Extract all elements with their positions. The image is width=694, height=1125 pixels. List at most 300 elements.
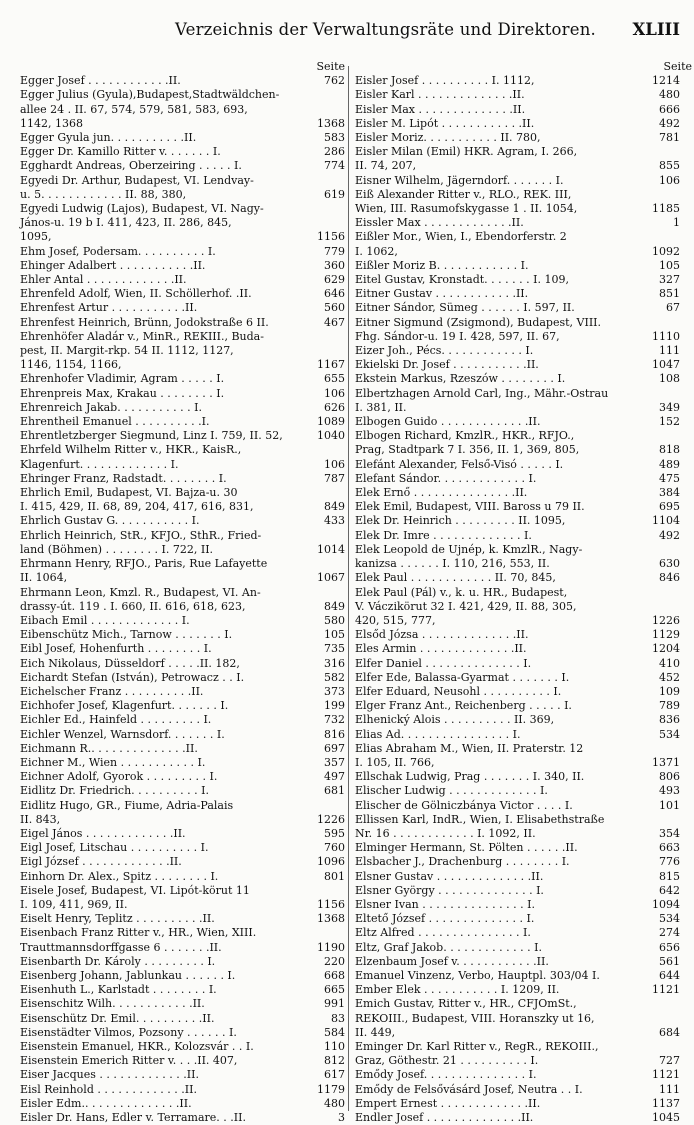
entry-page-number: 560 — [324, 301, 345, 315]
entry-page-number: 583 — [324, 131, 345, 144]
entry-text: Ehinger Adalbert . . . . . . . . . . .II. — [20, 258, 206, 272]
entry-page-number: 1014 — [317, 542, 345, 556]
index-entry — [355, 543, 680, 571]
entry-text: Ehrenpreis Max, Krakau . . . . . . . . I. — [20, 386, 225, 400]
entry-page-number: 617 — [324, 1068, 345, 1082]
entry-text: Elbogen Guido . . . . . . . . . . . . .II. — [355, 415, 541, 429]
index-entry — [20, 88, 345, 131]
entry-text: Ehrenfest Heinrich, Brünn, Jodokstraße 6 II. — [20, 315, 269, 329]
entry-page-number: 1204 — [652, 642, 680, 656]
entry-text: Eisenstein Emerich Ritter v. . . .II. 407, — [20, 1054, 238, 1068]
entry-page-number: 668 — [324, 968, 345, 982]
column-head-seite: Seite — [316, 60, 345, 73]
entry-text: Emich Gustav, Ritter v., HR., CFJOmSt., REKOIII., Budapest, VIII. Horanszky ut 16, II. 449, — [355, 997, 595, 1039]
index-entry — [20, 145, 345, 159]
entry-page-number: 1089 — [317, 415, 345, 429]
entry-page-number: 1121 — [652, 983, 680, 997]
entry-text: Ehrentheil Emanuel . . . . . . . . . .I. — [20, 415, 210, 429]
index-entry — [355, 855, 680, 869]
entry-text: Eisele Josef, Budapest, VI. Lipót-körut 11 I. 109, 411, 969, II. — [20, 883, 250, 911]
entry-page-number: 433 — [324, 514, 345, 528]
index-entry — [355, 188, 680, 216]
entry-text: Elischer Ludwig . . . . . . . . . . . . . I. — [355, 784, 548, 798]
page-header — [0, 20, 694, 44]
entry-page-number: 480 — [659, 88, 680, 102]
index-entry — [355, 742, 680, 770]
entry-page-number: 1067 — [317, 571, 345, 585]
entry-text: Ekielski Dr. Josef . . . . . . . . . . .II. — [355, 358, 539, 372]
entry-text: Endler Josef . . . . . . . . . . . . . .II. — [355, 1111, 534, 1125]
entry-text: Eibl Josef, Hohenfurth . . . . . . . . I. — [20, 642, 212, 656]
entry-text: Eisenbach Franz Ritter v., HR., Wien, XIII. Trauttmannsdorffgasse 6 . . . . . . .II. — [20, 926, 257, 954]
entry-text: Eigl Josef, Litschau . . . . . . . . . . I. — [20, 841, 209, 855]
entry-text: Eibenschütz Mich., Tarnow . . . . . . . I. — [20, 628, 233, 642]
entry-text: Eibach Emil . . . . . . . . . . . . . I. — [20, 613, 190, 627]
entry-page-number: 836 — [659, 713, 680, 727]
entry-page-number: 467 — [324, 315, 345, 329]
entry-page-number: 666 — [659, 102, 680, 116]
index-entry — [20, 855, 345, 869]
entry-text: Elsner Gustav . . . . . . . . . . . . . .II. — [355, 869, 544, 883]
entry-page-number: 109 — [659, 684, 680, 698]
entry-page-number: 655 — [324, 372, 345, 386]
entry-page-number: 354 — [659, 826, 680, 840]
right-column — [355, 60, 692, 1125]
entry-page-number: 626 — [324, 400, 345, 414]
entry-page-number: 816 — [324, 727, 345, 741]
entry-text: Eidlitz Hugo, GR., Fiume, Adria-Palais II. 843, — [20, 798, 234, 826]
index-entry — [355, 415, 680, 429]
entry-text: Eisler Karl . . . . . . . . . . . . . .II. — [355, 88, 525, 102]
entry-page-number: 199 — [324, 699, 345, 713]
entry-page-number: 776 — [659, 855, 680, 869]
entry-text: Elzenbaum Josef v. . . . . . . . . . . .II. — [355, 954, 549, 968]
entry-text: Ellschak Ludwig, Prag . . . . . . . I. 340, II. — [355, 770, 585, 784]
entry-text: Ehrenfest Artur . . . . . . . . . . .II. — [20, 301, 198, 315]
entry-page-number: 1368 — [317, 116, 345, 130]
index-entry — [355, 529, 680, 543]
entry-page-number: 106 — [659, 173, 680, 187]
entry-page-number: 492 — [659, 528, 680, 542]
entry-page-number: 760 — [324, 841, 345, 855]
entry-page-number: 849 — [324, 599, 345, 613]
entry-page-number: 1094 — [652, 897, 680, 911]
entry-text: Eitel Gustav, Kronstadt. . . . . . . I. 109, — [355, 273, 569, 287]
index-entry — [20, 259, 345, 273]
entry-page-number: 1092 — [652, 244, 680, 258]
entry-text: Eichler Ed., Hainfeld . . . . . . . . . I. — [20, 713, 212, 727]
index-entry — [355, 770, 680, 784]
entry-page-number: 1156 — [317, 897, 345, 911]
index-entry — [355, 955, 680, 969]
column-divider — [348, 66, 349, 1111]
entry-page-number: 580 — [324, 613, 345, 627]
index-entry — [20, 1068, 345, 1082]
entry-page-number: 851 — [659, 287, 680, 301]
entry-text: Ehringer Franz, Radstadt. . . . . . . . I. — [20, 471, 227, 485]
index-entry — [355, 472, 680, 486]
column-head-seite: Seite — [663, 60, 692, 73]
entry-page-number: 357 — [324, 755, 345, 769]
entry-text: Ember Elek . . . . . . . . . . . I. 1209, II. — [355, 983, 560, 997]
entry-text: Ehrmann Leon, Kmzl. R., Budapest, VI. An- drassy-út. 119 . I. 660, II. 616, 618, 623, — [20, 585, 261, 613]
entry-page-number: 327 — [659, 273, 680, 287]
entry-page-number: 697 — [324, 741, 345, 755]
index-entry — [20, 486, 345, 514]
entry-text: Eitner Gustav . . . . . . . . . . . .II. — [355, 287, 529, 301]
index-entry — [20, 415, 345, 429]
entry-page-number: 220 — [324, 954, 345, 968]
index-entry — [20, 202, 345, 245]
index-entry — [20, 74, 345, 88]
entry-page-number: 1121 — [652, 1068, 680, 1082]
index-entry — [355, 216, 680, 230]
entry-text: Elger Franz Ant., Reichenberg . . . . . I. — [355, 699, 572, 713]
index-entry — [355, 799, 680, 813]
entry-page-number: 630 — [659, 557, 680, 571]
index-entry — [355, 230, 680, 258]
index-entry — [20, 926, 345, 954]
entry-page-number: 152 — [659, 415, 680, 429]
entry-page-number: 781 — [659, 131, 680, 144]
entry-page-number: 534 — [659, 912, 680, 926]
entry-text: Emődy Josef. . . . . . . . . . . . . . . I. — [355, 1068, 537, 1082]
index-entry — [20, 642, 345, 656]
entry-page-number: 727 — [659, 1054, 680, 1068]
entry-page-number: 1045 — [652, 1111, 680, 1125]
index-entry — [355, 486, 680, 500]
entry-page-number: 475 — [659, 471, 680, 485]
index-entry — [355, 628, 680, 642]
entry-page-number: 410 — [659, 656, 680, 670]
entry-text: Eisenstein Emanuel, HKR., Kolozsvár . . I. — [20, 1040, 254, 1053]
entry-text: Elbogen Richard, KmzlR., HKR., RFJO., Prag, Stadtpark 7 I. 356, II. 1, 369, 805, — [355, 429, 580, 457]
entry-text: Egger Julius (Gyula),Budapest,Stadtwäldchen- allee 24 . II. 67, 574, 579, 581, 583, 693, 1142, 1368 — [20, 88, 280, 130]
entry-text: Eminger Dr. Karl Ritter v., RegR., REKOIII., Graz, Göthestr. 21 . . . . . . . . . . I. — [355, 1040, 599, 1068]
index-entry — [20, 273, 345, 287]
entry-text: Eichner Adolf, Gyorok . . . . . . . . . I. — [20, 770, 218, 784]
index-entry — [20, 443, 345, 471]
index-entry — [355, 784, 680, 798]
entry-text: Elek Leopold de Ujnép, k. KmzlR., Nagy- kanizsa . . . . . . I. 110, 216, 553, II. — [355, 542, 583, 571]
entry-page-number: 732 — [324, 713, 345, 727]
index-entry — [20, 586, 345, 614]
index-entry — [355, 287, 680, 301]
entry-page-number: 83 — [331, 1011, 345, 1025]
index-entry — [20, 174, 345, 202]
index-entry — [20, 1012, 345, 1026]
index-entry — [355, 344, 680, 358]
index-entry — [355, 1068, 680, 1082]
index-entry — [20, 245, 345, 259]
index-entry — [20, 372, 345, 386]
index-entry — [20, 841, 345, 855]
index-entry — [20, 1054, 345, 1068]
entry-page-number: 779 — [324, 244, 345, 258]
left-column — [20, 60, 345, 1125]
entry-page-number: 646 — [324, 287, 345, 301]
entry-text: Eichhofer Josef, Klagenfurt. . . . . . . I. — [20, 699, 229, 713]
index-entry — [355, 1040, 680, 1068]
entry-page-number: 3 — [338, 1111, 345, 1125]
index-entry — [355, 458, 680, 472]
entry-text: Eichardt Stefan (István), Petrowacz . . I. — [20, 670, 245, 684]
index-entry — [20, 1083, 345, 1097]
index-entry — [355, 387, 680, 415]
entry-page-number: 373 — [324, 684, 345, 698]
entry-text: Elischer de Gölniczbánya Victor . . . . I. — [355, 798, 573, 812]
entry-text: Ehrlich Emil, Budapest, VI. Bajza-u. 30 I. 415, 429, II. 68, 89, 204, 417, 616, 831, — [20, 486, 254, 514]
entry-text: Ekstein Markus, Rzeszów . . . . . . . . I. — [355, 372, 566, 386]
entry-page-number: 681 — [324, 784, 345, 798]
entry-page-number: 1368 — [317, 912, 345, 926]
entry-text: Eizer Joh., Pécs. . . . . . . . . . . . I. — [355, 344, 534, 358]
entry-text: Elefant Sándor. . . . . . . . . . . . . I. — [355, 471, 537, 485]
entry-text: Eisenschütz Dr. Emil. . . . . . . . . .II. — [20, 1011, 215, 1025]
index-entry — [355, 1097, 680, 1111]
index-entry — [20, 685, 345, 699]
index-entry — [20, 614, 345, 628]
entry-page-number: 595 — [324, 826, 345, 840]
index-entry — [20, 827, 345, 841]
index-entry — [355, 514, 680, 528]
index-entry — [355, 997, 680, 1040]
entry-text: Empert Ernest . . . . . . . . . . . . .II. — [355, 1096, 541, 1110]
index-entry — [355, 685, 680, 699]
entry-page-number: 1185 — [652, 202, 680, 216]
entry-text: Elsner Ivan . . . . . . . . . . . . . . . I. — [355, 897, 535, 911]
entry-page-number: 1104 — [652, 514, 680, 528]
entry-page-number: 629 — [324, 273, 345, 287]
entry-page-number: 1179 — [317, 1082, 345, 1096]
entry-page-number: 1 — [673, 216, 680, 230]
entry-page-number: 106 — [324, 386, 345, 400]
entry-text: Elek Dr. Imre . . . . . . . . . . . . . I. — [355, 528, 532, 542]
entry-page-number: 105 — [324, 628, 345, 642]
index-entry — [20, 330, 345, 373]
index-entry — [355, 926, 680, 940]
index-entry — [355, 117, 680, 131]
entry-text: Eitner Sigmund (Zsigmond), Budapest, VIII. Fhg. Sándor-u. 19 I. 428, 597, II. 67, — [355, 315, 602, 343]
entry-text: Eißler Mor., Wien, I., Ebendorferstr. 2 I. 1062, — [355, 230, 567, 258]
entry-page-number: 1047 — [652, 358, 680, 372]
entry-page-number: 642 — [659, 883, 680, 897]
index-entry — [355, 884, 680, 898]
entry-page-number: 806 — [659, 770, 680, 784]
index-entry — [355, 88, 680, 102]
index-entry — [355, 358, 680, 372]
entry-text: Eltz, Graf Jakob. . . . . . . . . . . . . I. — [355, 940, 542, 954]
entry-page-number: 111 — [659, 344, 680, 358]
entry-text: Eisenschitz Wilh. . . . . . . . . . . .II. — [20, 997, 205, 1011]
entry-page-number: 855 — [659, 159, 680, 173]
entry-page-number: 110 — [324, 1040, 345, 1053]
index-entry — [355, 74, 680, 88]
index-entry — [20, 401, 345, 415]
index-entry — [20, 1097, 345, 1111]
index-entry — [20, 287, 345, 301]
entry-page-number: 1129 — [652, 628, 680, 642]
entry-page-number: 384 — [659, 486, 680, 500]
entry-text: Elek Ernő . . . . . . . . . . . . . . .II. — [355, 486, 528, 500]
entry-text: Eiß Alexander Ritter v., RLO., REK. III, Wien, III. Rasumofskygasse 1 . II. 1054, — [355, 187, 578, 216]
entry-text: Eisler Max . . . . . . . . . . . . . .II. — [355, 102, 526, 116]
entry-page-number: 452 — [659, 670, 680, 684]
entry-text: Eichelscher Franz . . . . . . . . . .II. — [20, 684, 204, 698]
index-entry — [355, 131, 680, 145]
entry-text: Ehrenhöfer Aladár v., MinR., REKIII., Buda- pest, II. Margit-rkp. 54 II. 1112, 1127, 1146, 1154, 1166, — [20, 329, 264, 372]
index-entry — [20, 884, 345, 912]
index-entry — [355, 1111, 680, 1125]
entry-page-number: 1190 — [317, 940, 345, 954]
entry-page-number: 1167 — [317, 358, 345, 372]
entry-text: Eisenhuth L., Karlstadt . . . . . . . . I. — [20, 983, 217, 997]
entry-text: Ehrenreich Jakab. . . . . . . . . . . I. — [20, 400, 202, 414]
entry-text: Egger Josef . . . . . . . . . . . .II. — [20, 74, 181, 88]
index-entry — [355, 969, 680, 983]
entry-page-number: 665 — [324, 983, 345, 997]
entry-text: Elias Ad. . . . . . . . . . . . . . . . I. — [355, 727, 521, 741]
entry-page-number: 789 — [659, 699, 680, 713]
entry-page-number: 101 — [659, 798, 680, 812]
entry-page-number: 619 — [324, 187, 345, 201]
entry-page-number: 774 — [324, 159, 345, 173]
index-entry — [20, 671, 345, 685]
index-entry — [355, 912, 680, 926]
index-entry — [355, 372, 680, 386]
index-entry — [20, 657, 345, 671]
index-entry — [20, 983, 345, 997]
entry-text: Ehm Josef, Podersam. . . . . . . . . . I. — [20, 244, 216, 258]
entry-page-number: 815 — [659, 869, 680, 883]
entry-text: Eichner M., Wien . . . . . . . . . . . I. — [20, 755, 206, 769]
entry-text: Elefánt Alexander, Felső-Visó . . . . . I. — [355, 457, 564, 471]
entry-page-number: 67 — [666, 301, 680, 315]
entry-page-number: 493 — [659, 784, 680, 798]
entry-page-number: 489 — [659, 457, 680, 471]
index-entry — [355, 174, 680, 188]
entry-page-number: 582 — [324, 670, 345, 684]
entry-text: Ehrenhofer Vladimir, Agram . . . . . I. — [20, 372, 225, 386]
entry-text: Eisler Milan (Emil) HKR. Agram, I. 266, II. 74, 207, — [355, 145, 578, 173]
index-entry — [355, 145, 680, 173]
entry-page-number: 1137 — [652, 1096, 680, 1110]
entry-text: Eiselt Henry, Teplitz . . . . . . . . . .II. — [20, 912, 215, 926]
index-entry — [355, 699, 680, 713]
entry-page-number: 1096 — [317, 855, 345, 869]
entry-text: Eisenberg Johann, Jablunkau . . . . . . I. — [20, 968, 236, 982]
entry-text: Emődy de Felsővásárd Josef, Neutra . . I. — [355, 1082, 583, 1096]
entry-text: Elek Emil, Budapest, VIII. Baross u 79 II. — [355, 500, 585, 514]
entry-page-number: 1156 — [317, 230, 345, 244]
entry-text: Elias Abraham M., Wien, II. Praterstr. 12 I. 105, II. 766, — [355, 741, 584, 769]
entry-text: Eissler Max . . . . . . . . . . . . .II. — [355, 216, 524, 230]
entry-text: Eich Nikolaus, Düsseldorf . . . . .II. 182, — [20, 656, 240, 670]
entry-text: Ehrlich Gustav G. . . . . . . . . . . I. — [20, 514, 200, 528]
page-title: Verzeichnis der Verwaltungsräte und Direktoren. — [175, 20, 597, 39]
index-entry — [20, 472, 345, 486]
entry-text: Ehrentletzberger Siegmund, Linz I. 759, II. 52, — [20, 429, 283, 443]
entry-text: Elfer Ede, Balassa-Gyarmat . . . . . . . I. — [355, 670, 570, 684]
entry-text: Elsbacher J., Drachenburg . . . . . . . . I. — [355, 855, 570, 869]
entry-text: Eles Armin . . . . . . . . . . . . . .II. — [355, 642, 527, 656]
entry-text: Eigel János . . . . . . . . . . . . .II. — [20, 826, 186, 840]
index-entry — [355, 642, 680, 656]
entry-page-number: 274 — [659, 926, 680, 940]
index-entry — [20, 728, 345, 742]
index-entry — [355, 898, 680, 912]
index-entry — [20, 770, 345, 784]
entry-text: Eißler Moriz B. . . . . . . . . . . . I. — [355, 258, 529, 272]
entry-text: Elsőd Józsa . . . . . . . . . . . . . .II. — [355, 628, 529, 642]
entry-text: Eisl Reinhold . . . . . . . . . . . . .II. — [20, 1082, 197, 1096]
index-entry — [20, 529, 345, 557]
entry-page-number: 316 — [324, 656, 345, 670]
entry-page-number: 991 — [324, 997, 345, 1011]
index-entry — [355, 103, 680, 117]
index-entry — [20, 870, 345, 884]
index-entry — [20, 912, 345, 926]
entry-page-number: 111 — [659, 1082, 680, 1096]
index-entry — [355, 728, 680, 742]
entry-text: Eisler Edm.. . . . . . . . . . . . . .II. — [20, 1096, 192, 1110]
entry-text: Egyedi Ludwig (Lajos), Budapest, VI. Nagy- János-u. 19 b I. 411, 423, II. 286, 845, 1095, — [20, 202, 264, 244]
entry-text: Egger Dr. Kamillo Ritter v. . . . . . . I. — [20, 145, 221, 159]
entry-page-number: 1226 — [652, 613, 680, 627]
entry-page-number: 762 — [324, 74, 345, 88]
index-entry — [20, 799, 345, 827]
entry-text: Ehler Antal . . . . . . . . . . . . .II. — [20, 273, 187, 287]
index-entry — [355, 429, 680, 457]
index-entry — [355, 813, 680, 841]
entry-text: Einhorn Dr. Alex., Spitz . . . . . . . . I. — [20, 869, 219, 883]
entry-page-number: 695 — [659, 500, 680, 514]
entry-text: Ellissen Karl, IndR., Wien, I. Elisabethstraße Nr. 16 . . . . . . . . . . . . I. 1092, II. — [355, 812, 605, 840]
index-entry — [355, 713, 680, 727]
entry-text: Eiser Jacques . . . . . . . . . . . . .II. — [20, 1068, 199, 1082]
index-entry — [355, 870, 680, 884]
index-entry — [20, 756, 345, 770]
index-entry — [355, 273, 680, 287]
index-entry — [355, 301, 680, 315]
index-entry — [355, 671, 680, 685]
entry-text: Eisner Wilhelm, Jägerndorf. . . . . . . I. — [355, 173, 564, 187]
index-entry — [20, 301, 345, 315]
index-entry — [20, 316, 345, 330]
entry-page-number: 480 — [324, 1096, 345, 1110]
index-entry — [20, 997, 345, 1011]
entry-page-number: 812 — [324, 1054, 345, 1068]
entry-page-number: 1214 — [652, 74, 680, 88]
index-entry — [20, 514, 345, 528]
entry-page-number: 684 — [659, 1025, 680, 1039]
index-entry — [355, 657, 680, 671]
entry-text: Eitner Sándor, Sümeg . . . . . . I. 597, II. — [355, 301, 575, 315]
index-entry — [20, 159, 345, 173]
entry-page-number: 801 — [324, 869, 345, 883]
entry-page-number: 561 — [659, 954, 680, 968]
index-entry — [355, 500, 680, 514]
entry-page-number: 849 — [324, 500, 345, 514]
entry-page-number: 656 — [659, 940, 680, 954]
index-entry — [355, 571, 680, 585]
index-entry — [20, 387, 345, 401]
index-entry — [355, 941, 680, 955]
page-number: XLIII — [632, 20, 680, 39]
index-entry — [20, 969, 345, 983]
index-entry — [20, 955, 345, 969]
entry-text: Eichmann R.. . . . . . . . . . . . . .II. — [20, 741, 198, 755]
